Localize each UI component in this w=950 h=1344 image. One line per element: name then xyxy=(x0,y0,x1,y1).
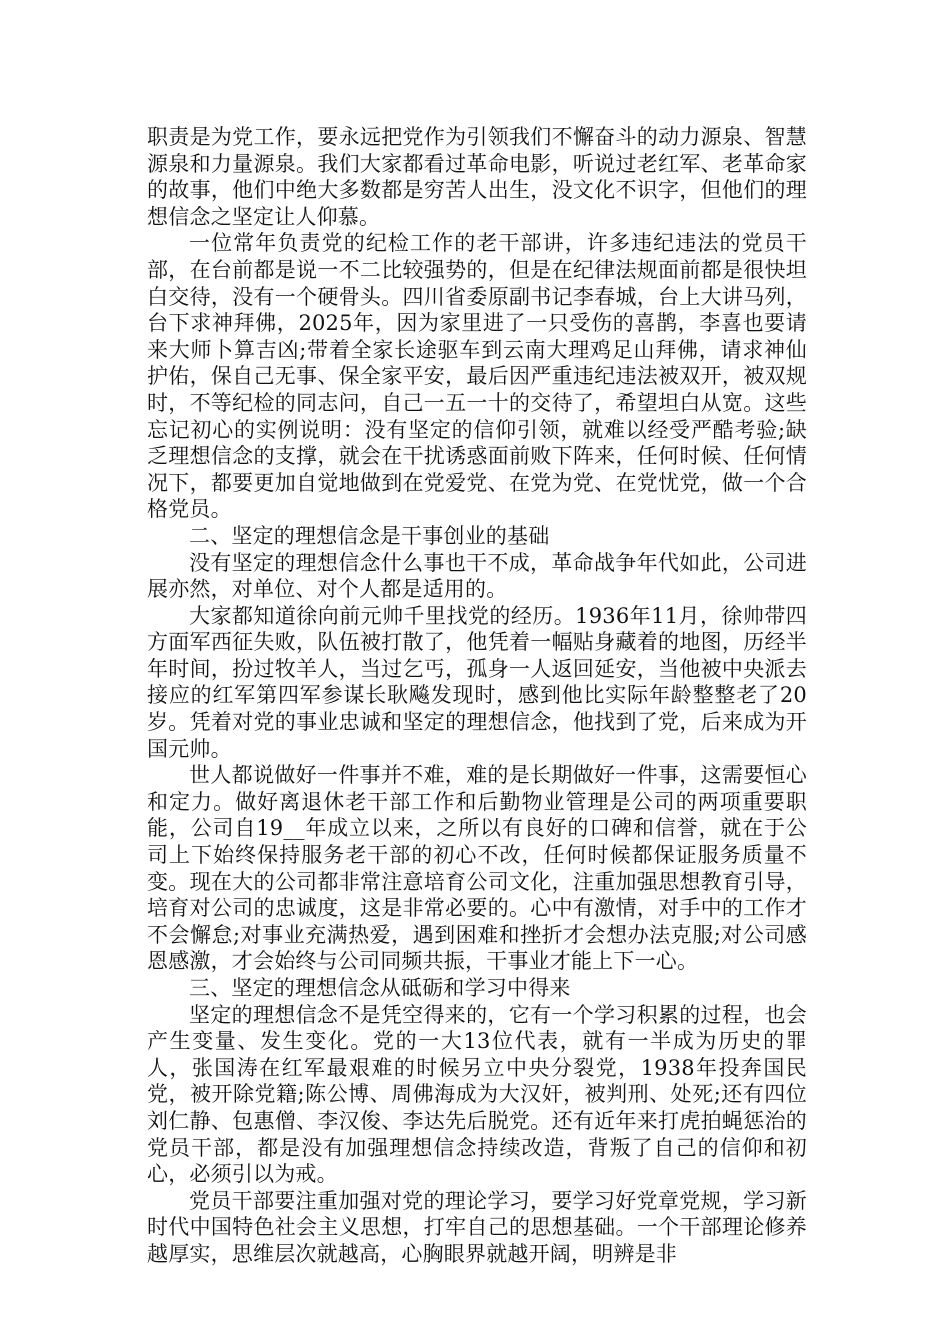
section-heading-3: 三、坚定的理想信念从砥砺和学习中得来 xyxy=(189,976,571,1000)
paragraph-perseverance: 世人都说做好一件事并不难，难的是长期做好一件事，这需要恒心和定力。做好离退休老干部工作和后勤物业管理是公司的两项重要职能，公司自19__年成立以来，之所以有良好的口碑和信誉，就在于公司上下始终保持服务老干部的初心不改，任何时候都保证服务质量不变。现在大的公司都非常注意培育公司文化，注重加强思想教育引导，培育对公司的忠诚度，这是非常必要的。心中有激情，对手中的工作才不会懈怠;对事业充满热爱，遇到困难和挫折才会想办法克服;对公司感恩感激，才会始终与公司同频共振，干事业才能上下一心。 xyxy=(147,763,807,974)
paragraph-theory-study: 党员干部要注重加强对党的理论学习，要学习好党章党规，学习新时代中国特色社会主义思想，打牢自己的思想基础。一个干部理论修养越厚实，思维层次就越高，心胸眼界就越开阔，明辨是非 xyxy=(147,1188,807,1266)
paragraph-duty: 职责是为党工作，要永远把党作为引领我们不懈奋斗的动力源泉、智慧源泉和力量源泉。我们大家都看过革命电影，听说过老红军、老革命家的故事，他们中绝大多数都是穷苦人出生，没文化不识字，但他们的理想信念之坚定让人仰慕。 xyxy=(147,125,807,229)
document-body xyxy=(147,124,807,1268)
paragraph-discipline-cases: 一位常年负责党的纪检工作的老干部讲，许多违纪违法的党员干部，在台前都是说一不二比较强势的，但是在纪律法规面前都是很快坦白交待，没有一个硬骨头。四川省委原副书记李春城，台上大讲马列，台下求神拜佛，2025年，因为家里进了一只受伤的喜鹊，李喜也要请来大师卜算吉凶;带着全家长途驱车到云南大理鸡足山拜佛，请求神仙护佑，保自己无事、保全家平安，最后因严重违纪违法被双开，被双规时，不等纪检的同志问，自己一五一十的交待了，希望坦白从宽。这些忘记初心的实例说明：没有坚定的信仰引领，就难以经受严酷考验;缺乏理想信念的支撑，就会在干扰诱惑面前败下阵来，任何时候、任何情况下，都要更加自觉地做到在党爱党、在党为党、在党忧党，做一个合格党员。 xyxy=(147,231,807,522)
paragraph-foundation: 没有坚定的理想信念什么事也干不成，革命战争年代如此，公司进展亦然，对单位、对个人都是适用的。 xyxy=(147,550,807,602)
section-heading-2: 二、坚定的理想信念是干事创业的基础 xyxy=(189,523,550,548)
paragraph-xu-xiangqian: 大家都知道徐向前元帅千里找党的经历。1936年11月，徐帅带四方面军西征失败，队伍被打散了，他凭着一幅贴身藏着的地图，历经半年时间，扮过牧羊人，当过乞丐，孤身一人返回延安，当他被中央派去接应的红军第四军参谋长耿飚发现时，感到他比实际年龄整整老了20岁。凭着对党的事业忠诚和坚定的理想信念，他找到了党，后来成为开国元帅。 xyxy=(147,603,807,761)
paragraph-history-lessons: 坚定的理想信念不是凭空得来的，它有一个学习积累的过程，也会产生变量、发生变化。党的一大13位代表，就有一半成为历史的罪人，张国涛在红军最艰难的时候另立中央分裂党，1938年投奔国民党，被开除党籍;陈公博、周佛海成为大汉奸，被判刑、处死;还有四位刘仁静、包惠僧、李汉俊、李达先后脱党。还有近年来打虎拍蝇惩治的党员干部，都是没有加强理想信念持续改造，背叛了自己的信仰和初心，必须引以为戒。 xyxy=(147,1002,807,1187)
